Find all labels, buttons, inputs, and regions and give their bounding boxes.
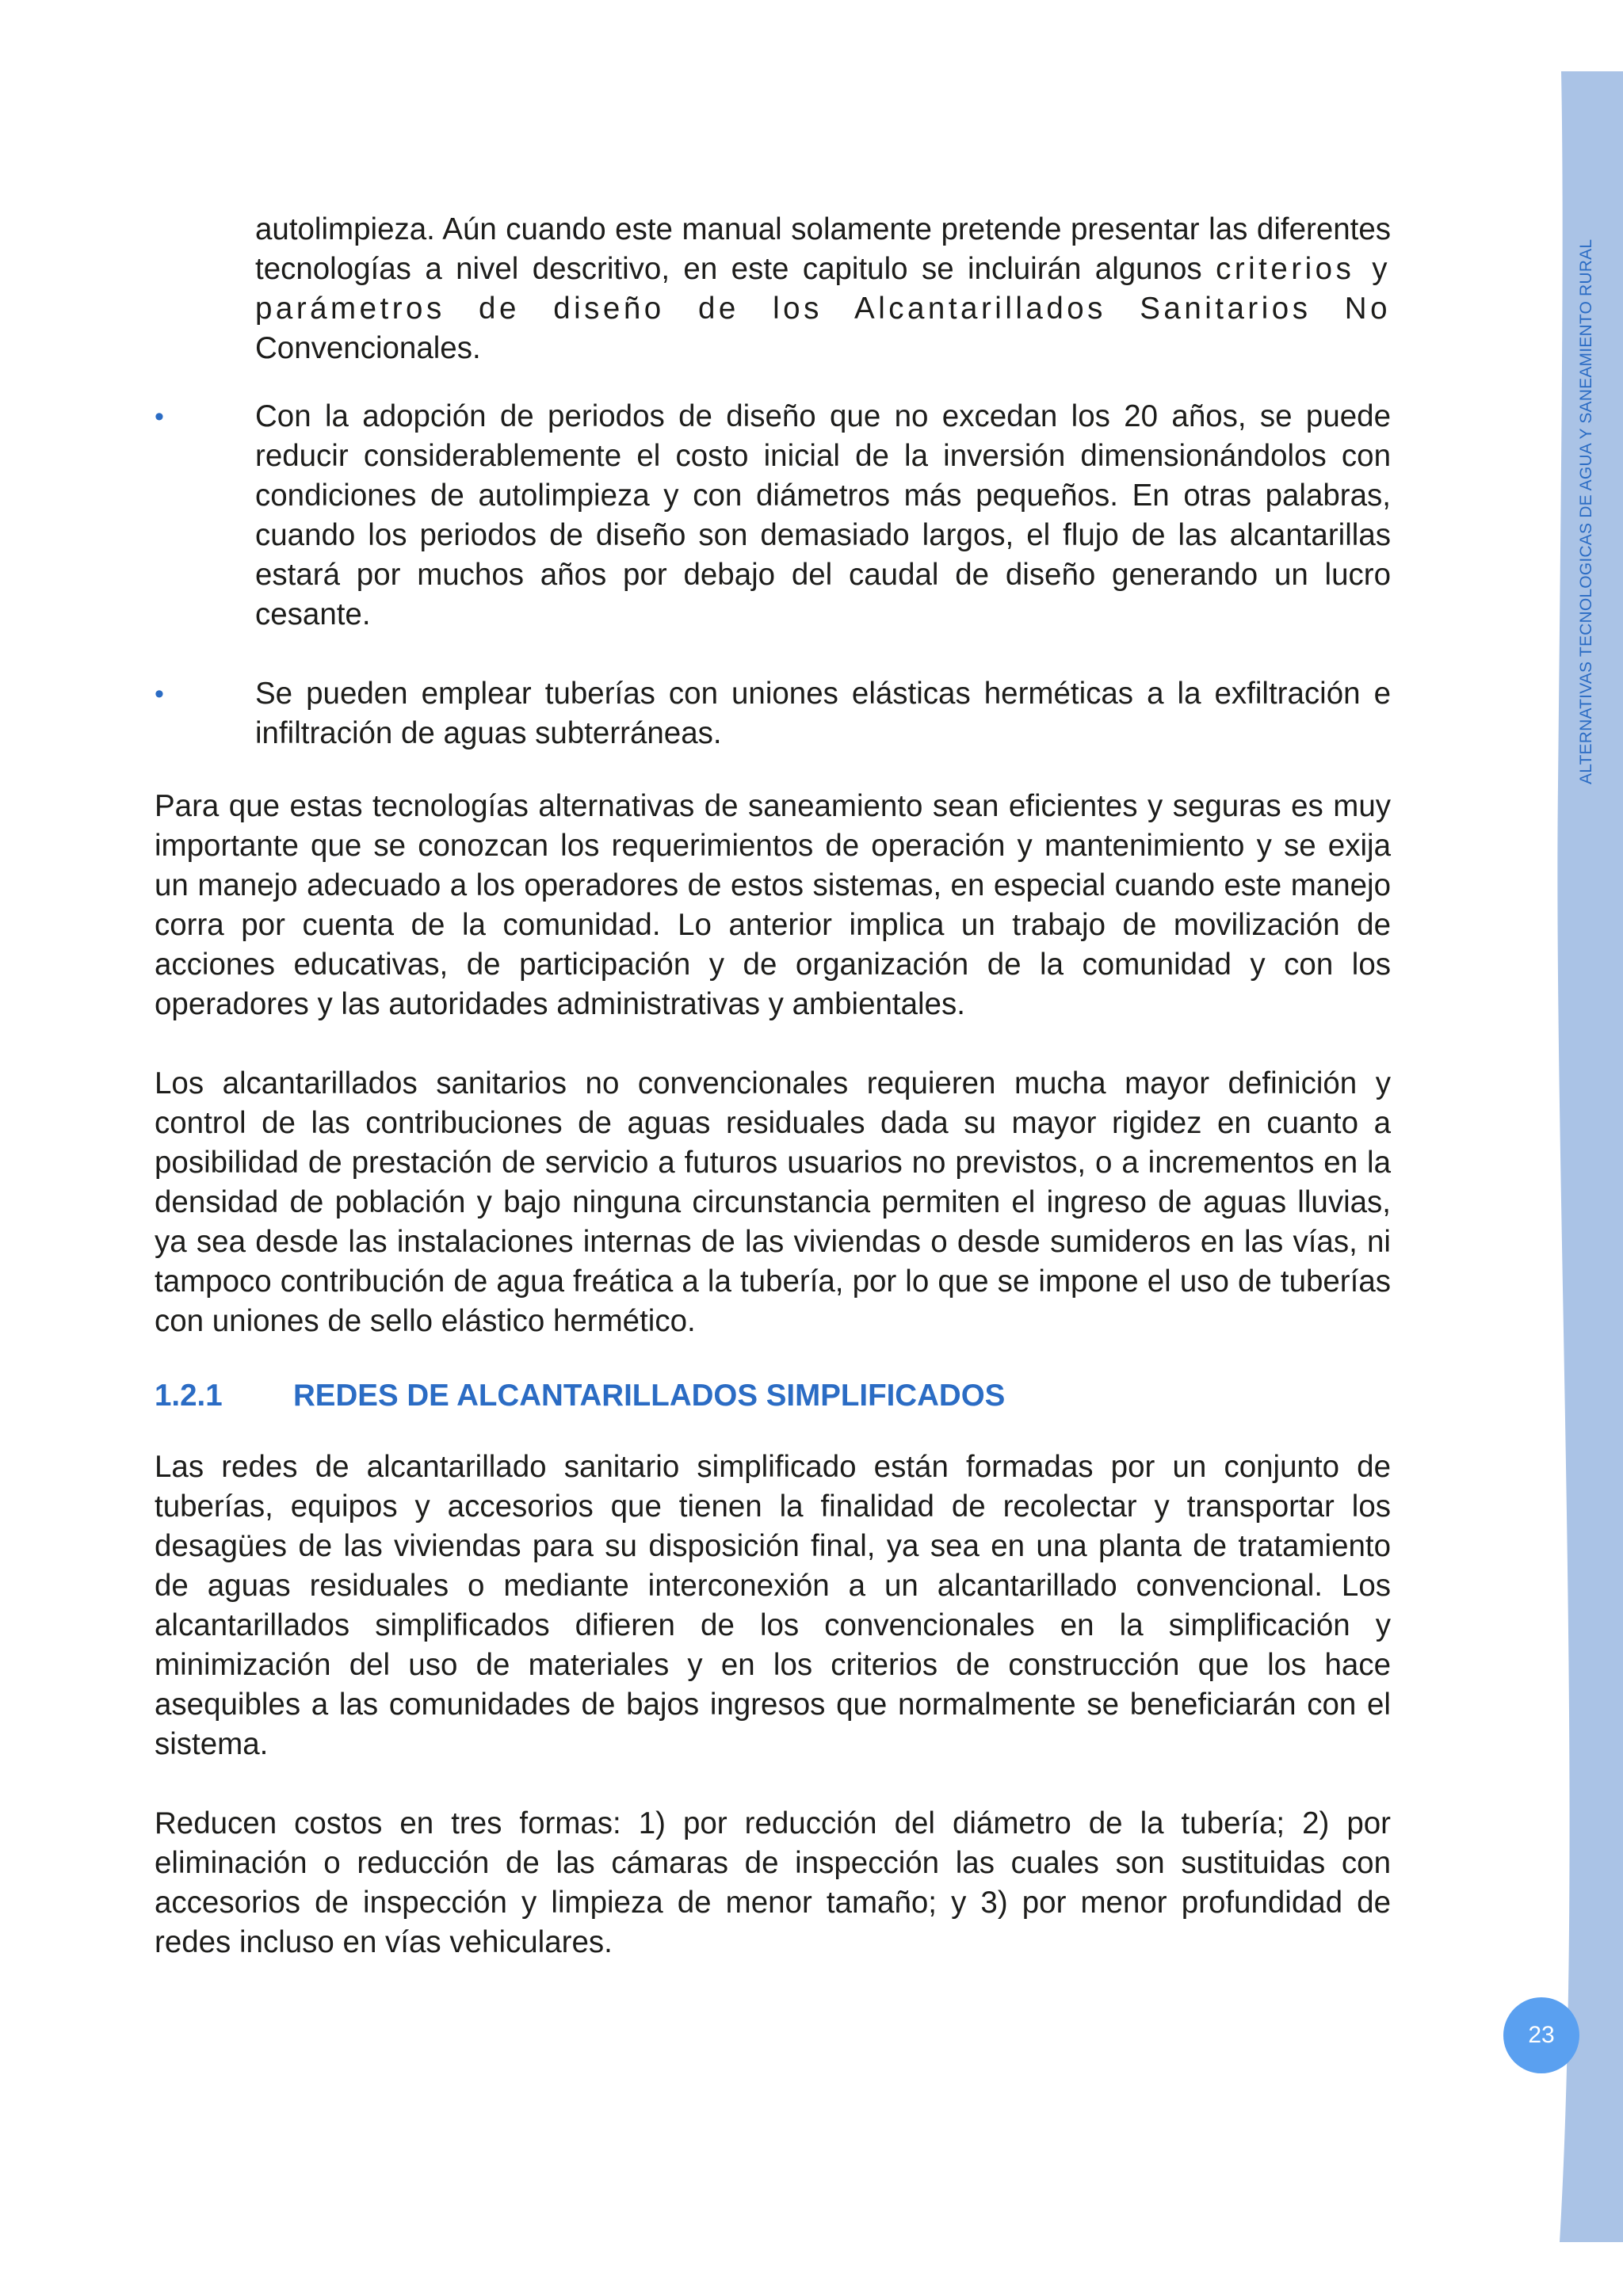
intro-line-1: autolimpieza. Aún cuando este manual solamente pretende presentar las diferentes tecnologías a nivel descritivo, en este capitulo se incluirán algunos	[255, 212, 1391, 286]
bullet-icon: •	[155, 679, 164, 709]
bullet-text: Se pueden emplear tuberías con uniones elásticas herméticas a la exfiltración e infiltración de aguas subterráneas.	[255, 677, 1391, 750]
running-header: ALTERNATIVAS TECNOLOGICAS DE AGUA Y SANEAMIENTO RURAL	[1577, 238, 1595, 784]
page-body	[155, 210, 1391, 1962]
paragraph: Para que estas tecnologías alternativas de saneamiento sean eficientes y seguras es muy importante que se conozcan los requerimientos de operación y mantenimiento y se exija un manejo adecuado a los operadores de estos sistemas, en especial cuando este manejo corra por cuenta de la comunidad. Lo anterior implica un trabajo de movilización de acciones educativas, de participación y de organización de la comunidad y con los operadores y las autoridades administrativas y ambientales.	[155, 789, 1391, 1021]
section-title: REDES DE ALCANTARILLADOS SIMPLIFICADOS	[293, 1379, 1006, 1413]
paragraph: Los alcantarillados sanitarios no convencionales requieren mucha mayor definición y control de las contribuciones de aguas residuales dada su mayor rigidez en cuanto a posibilidad de prestación de servicio a futuros usuarios no previstos, o a incrementos en la densidad de población y bajo ninguna circunstancia permiten el ingreso de aguas lluvias, ya sea desde las instalaciones internas de las viviendas o desde sumideros en las vías, ni tampoco contribución de agua freática a la tubería, por lo que se impone el uso de tuberías con uniones de sello elástico hermético.	[155, 1066, 1391, 1338]
page-number: 23	[1503, 1997, 1579, 2073]
bullet-icon: •	[155, 402, 164, 432]
section-heading	[155, 1376, 1391, 1416]
bullet-item	[155, 397, 1391, 635]
intro-line-3: Convencionales.	[255, 331, 481, 365]
section-number: 1.2.1	[155, 1379, 223, 1413]
bullet-text: Con la adopción de periodos de diseño que no excedan los 20 años, se puede reducir considerablemente el costo inicial de la inversión dimensionándolos con condiciones de autolimpieza y con diámetros más pequeños. En otras palabras, cuando los periodos de diseño son demasiado largos, el flujo de las alcantarillas estará por muchos años por debajo del caudal de diseño generando un lucro cesante.	[255, 399, 1391, 631]
paragraph: Las redes de alcantarillado sanitario simplificado están formadas por un conjunto de tuberías, equipos y accesorios que tienen la finalidad de recolectar y transportar los desagües de las viviendas para su disposición final, ya sea en una planta de tratamiento de aguas residuales o mediante interconexión a un alcantarillado convencional. Los alcantarillados simplificados difieren de los convencionales en la simplificación y minimización del uso de materiales y en los criterios de construcción que los hace asequibles a las comunidades de bajos ingresos que normalmente se beneficiarán con el sistema.	[155, 1450, 1391, 1761]
intro-text	[155, 210, 1391, 368]
paragraph: Reducen costos en tres formas: 1) por reducción del diámetro de la tubería; 2) por eliminación o reducción de las cámaras de inspección las cuales son sustituidas con accesorios de inspección y limpieza de menor tamaño; y 3) por menor profundidad de redes incluso en vías vehiculares.	[155, 1806, 1391, 1959]
bullet-item	[155, 674, 1391, 753]
intro-line-2: criterios y parámetros de diseño de los Alcantarillados Sanitarios No	[255, 252, 1391, 326]
